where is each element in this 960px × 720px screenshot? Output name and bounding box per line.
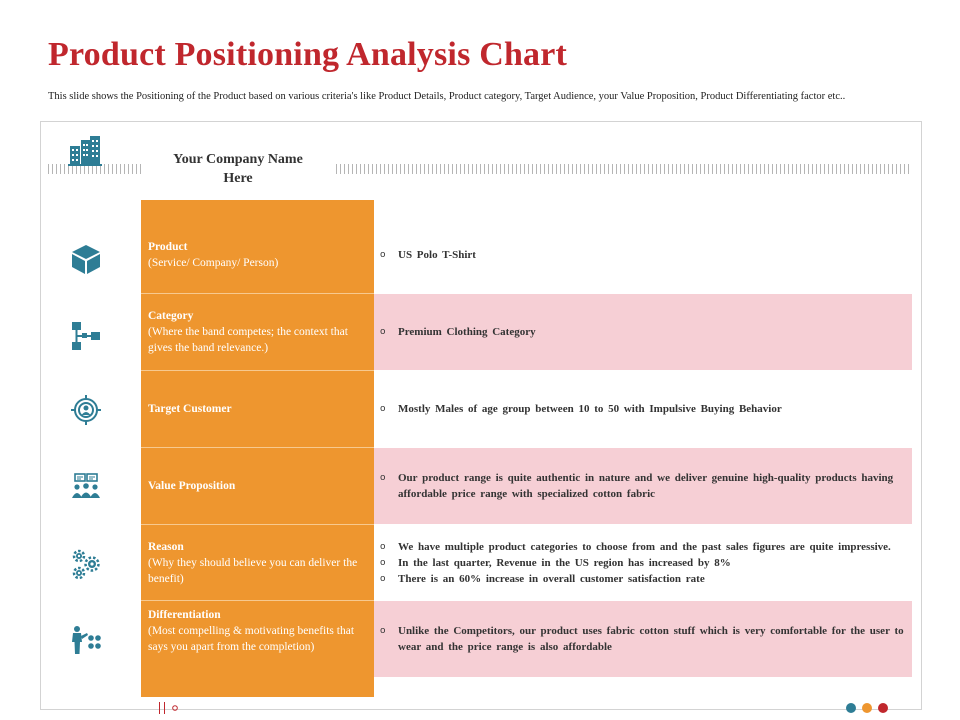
description-product [380, 216, 904, 294]
description-reason [380, 525, 904, 601]
building-icon [68, 136, 102, 166]
group-discussion-icon [70, 471, 102, 503]
criteria-cell-differentiation [141, 601, 374, 673]
bullet-text: There is an 60% increase in overall customer satisfaction rate [398, 573, 705, 585]
list-item [380, 324, 904, 340]
description-differentiation [380, 601, 904, 677]
criteria-label: Product [148, 241, 188, 253]
target-user-icon [70, 394, 102, 426]
description-value-proposition [380, 448, 904, 524]
bullet-text: Premium Clothing Category [398, 326, 536, 338]
bullet-text: In the last quarter, Revenue in the US region has increased by 8% [398, 557, 731, 569]
criteria-cell-value-proposition [141, 448, 374, 524]
bullet-text: US Polo T-Shirt [398, 249, 476, 261]
criteria-sublabel: (Most compelling & motivating benefits that says you apart from the completion) [148, 625, 355, 653]
company-name: Your Company Name Here [173, 152, 303, 186]
list-item [380, 470, 904, 502]
bullet-mark: o [380, 250, 386, 260]
gears-icon [70, 548, 102, 580]
footer-dot-red [878, 703, 888, 713]
presenter-icon [70, 624, 102, 656]
list-item [380, 247, 904, 263]
page-title: Product Positioning Analysis Chart [48, 36, 568, 73]
description-target-customer [380, 371, 904, 447]
description-category [380, 294, 904, 370]
criteria-label: Reason [148, 541, 184, 553]
criteria-label: Differentiation [148, 609, 221, 621]
list-item [380, 571, 904, 587]
bullet-mark: o [380, 404, 386, 414]
footer-dot-blue [846, 703, 856, 713]
decorative-ticks-right [336, 164, 910, 174]
criteria-sublabel: (Service/ Company/ Person) [148, 257, 279, 269]
bullet-mark: o [380, 327, 386, 337]
criteria-cell-category [141, 294, 374, 370]
criteria-cell-product [141, 216, 374, 294]
bullet-mark: o [380, 626, 386, 636]
criteria-sublabel: (Where the band competes; the context that gives the band relevance.) [148, 326, 348, 354]
bullet-text: Mostly Males of age group between 10 to 50 with Impulsive Buying Behavior [398, 403, 782, 415]
list-item [380, 623, 904, 655]
list-item [380, 539, 904, 555]
flowchart-icon [70, 320, 102, 352]
bullet-mark: o [380, 473, 386, 483]
box-icon [70, 243, 102, 275]
bullet-mark: o [380, 558, 386, 568]
bullet-text: Unlike the Competitors, our product uses fabric cotton stuff which is very comfortable for the user to wear and the price range is also affordable [398, 625, 904, 653]
list-item [380, 401, 904, 417]
criteria-label: Category [148, 310, 194, 322]
page-subtitle: This slide shows the Positioning of the Product based on various criteria's like Product Details, Product category, Target Audience, your Value Proposition, Product Differentiating factor etc.. [48, 91, 846, 102]
criteria-label: Target Customer [148, 403, 232, 415]
criteria-label: Value Proposition [148, 480, 236, 492]
list-item [380, 555, 904, 571]
bullet-text: We have multiple product categories to choose from and the past sales figures are quite impressive. [398, 541, 891, 553]
bullet-text: Our product range is quite authentic in nature and we deliver genuine high-quality products having affordable price range with specialized cotton fabric [398, 472, 894, 500]
criteria-cell-reason [141, 525, 374, 601]
criteria-sublabel: (Why they should believe you can deliver the benefit) [148, 557, 358, 585]
bullet-mark: o [380, 574, 386, 584]
footer-dot-orange [862, 703, 872, 713]
bullet-mark: o [380, 542, 386, 552]
footer-mark [158, 702, 180, 714]
criteria-cell-target-customer [141, 371, 374, 447]
